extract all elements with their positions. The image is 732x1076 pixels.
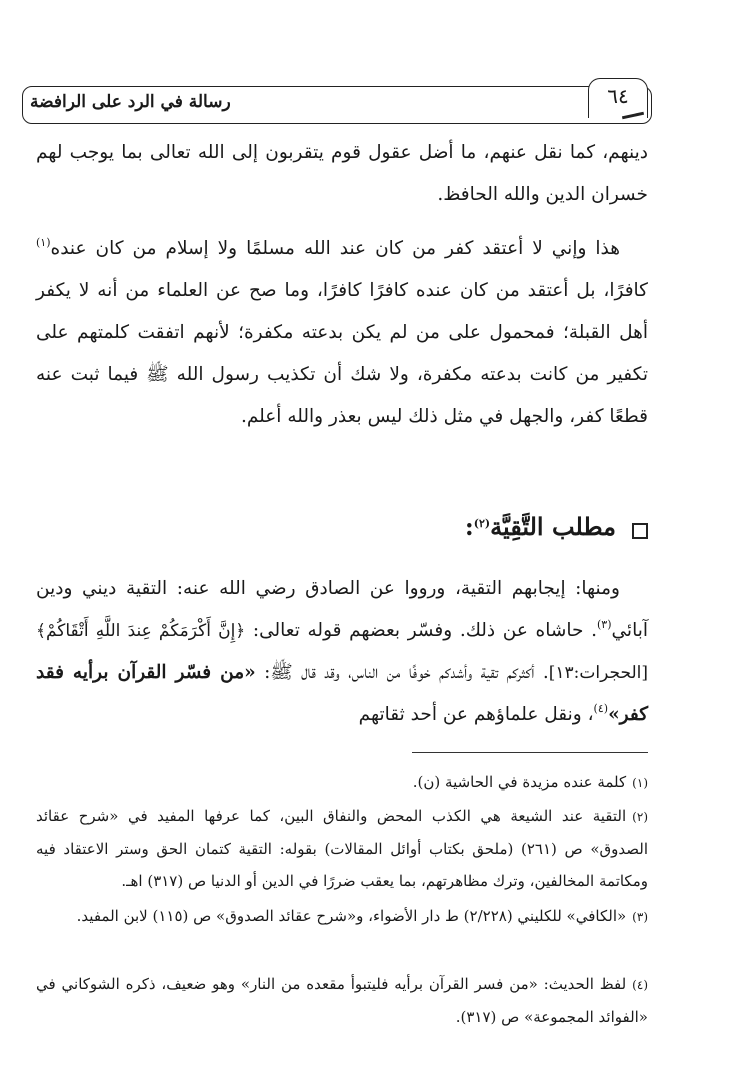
footnote-4: (٤)لفظ الحديث: «من فسر القرآن برأيه فليتبوأ مقعده من النار» وهو ضعيف، ذكره الشوكاني في «الفوائد المجموعة» ص (٣١٧). [36,975,648,1026]
running-title: رسالة في الرد على الرافضة [30,92,231,112]
footnote-ref-3[interactable]: (٣) [596,618,612,631]
section-title: مطلب التَّقِيَّة$^{(٢)}$: [464,512,616,541]
page-number: ٦٤ [607,84,629,108]
paragraph-3: ومنها: إيجابهم التقية، ورووا عن الصادق رضي الله عنه: التقية ديني ودين آبائي$^{(٣)}$. حاشاه عن ذلك. وفسّر بعضهم قوله تعالى: ﴿إِنَّ أَكْرَمَكُمْ عِندَ اللَّهِ أَتْقَاكُمْ﴾ [الحجرات:١٣]. أكثركم تقية وأشدكم خوفًا من الناس، وقد قال ﷺ: «من فسّر القرآن برأيه فقد كفر»$^{(٤)}$، ونقل علماؤهم عن أحد ثقاتهم [36,578,648,725]
verse-reference: [الحجرات:١٣] [548,663,648,683]
page-header [22,86,652,124]
paragraph-1: دينهم، كما نقل عنهم، ما أضل عقول قوم يتقربون إلى الله تعالى بما يوجب لهم خسران الدين والله الحافظ. [36,142,648,205]
footnote-3: (٣)«الكافي» للكليني (٢/٢٢٨) ط دار الأضواء، و«شرح عقائد الصدوق» ص (١١٥) لابن المفيد. [76,907,648,925]
footnote-ref-4[interactable]: (٤) [593,702,609,715]
section-heading [36,512,648,558]
footnote-ref-1[interactable]: (١) [36,236,51,249]
footnote-2: (٢)التقية عند الشيعة هي الكذب المحض والنفاق البين، كما عرفها المفيد في «شرح عقائد الصدوق» ص (٢٦١) (ملحق بكتاب أوائل المقالات) بقوله: التقية كتمان الحق وستر الاعتقاد فيه ومكاتمة المخالفين، وترك مظاهرتهم، بما يعقب ضررًا في الدين أو الدنيا ص (٣١٧) اهـ. [36,807,649,890]
hadith-quote: «من فسّر القرآن برأيه فقد كفر» [36,662,648,725]
footnote-ref-2[interactable]: (٢) [473,517,491,530]
footnote-1: (١)كلمة عنده مزيدة في الحاشية (ن). [412,773,648,791]
quran-verse: ﴿إِنَّ أَكْرَمَكُمْ عِندَ اللَّهِ أَتْقَاكُمْ﴾ [36,621,246,641]
paragraph-2: هذا وإني لا أعتقد كفر من كان عند الله مسلمًا ولا إسلام من كان عنده$^{(١)}$ كافرًا، بل أعتقد من كان عنده كافرًا كافرًا، وما صح عن العلماء من أنه لا يكفر أهل القبلة؛ فمحمول على من لم يكن بدعته مكفرة؛ لأنهم اتفقت كلمتهم على تكفير من كانت بدعته مكفرة، ولا شك أن تكذيب رسول الله ﷺ فيما ثبت عنه قطعًا كفر، والجهل في مثل ذلك ليس بعذر والله أعلم. [36,236,648,427]
footnote-separator [412,752,648,753]
square-bullet-icon [632,523,648,539]
